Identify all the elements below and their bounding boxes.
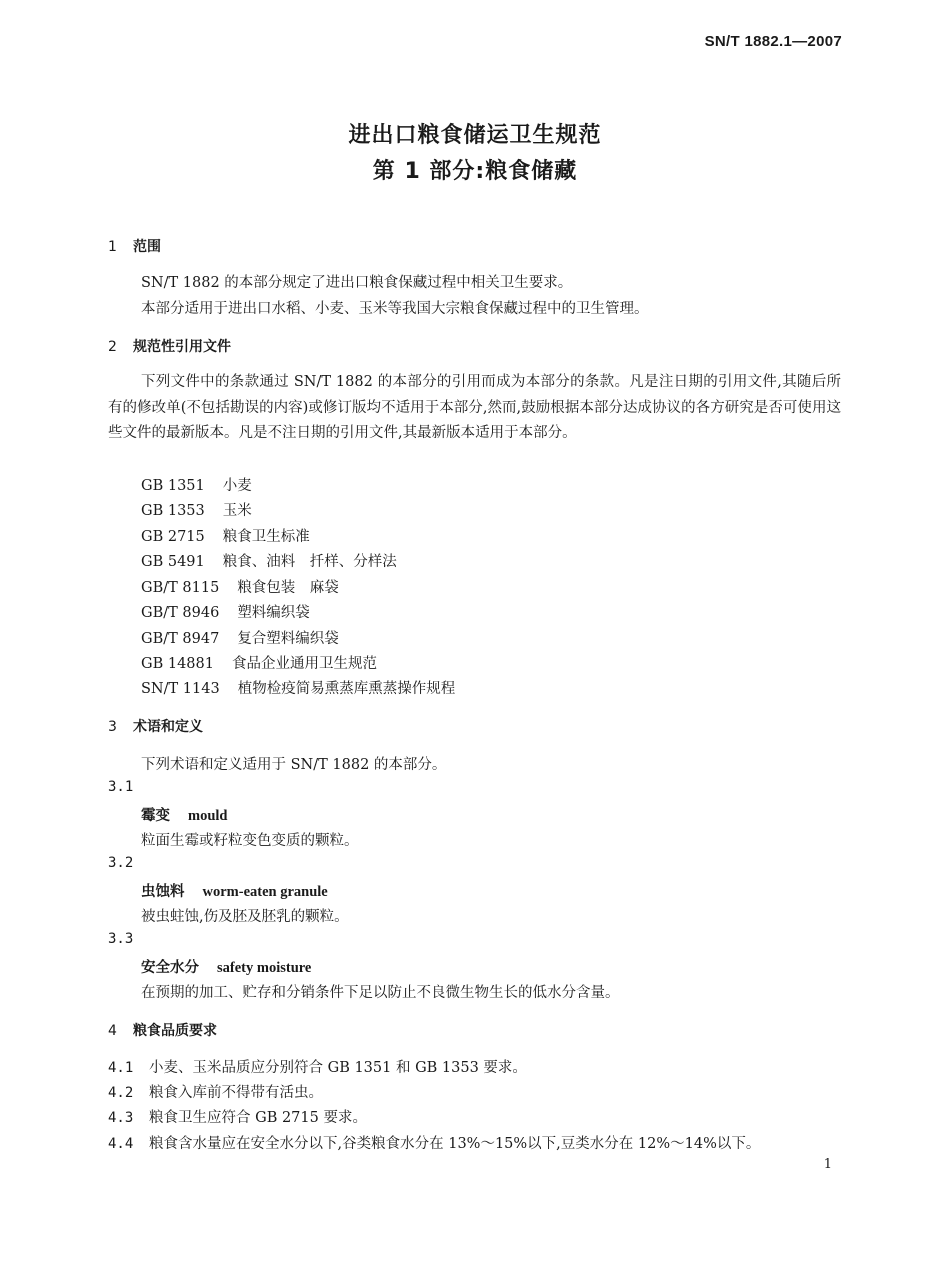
reference-code: SN/T 1143 [141, 681, 220, 697]
section-1-heading [108, 236, 161, 256]
section-title: 范围 [133, 239, 161, 255]
reference-item [141, 652, 377, 673]
section-number: 2 [108, 339, 117, 355]
term-definition: 在预期的加工、贮存和分销条件下足以防止不良微生物生长的低水分含量。 [141, 985, 620, 1001]
clause-text: 小麦、玉米品质应分别符合 GB 1351 和 GB 1353 要求。 [149, 1060, 527, 1076]
clause [108, 1081, 323, 1102]
reference-code: GB 14881 [141, 656, 214, 672]
clause-text: 粮食入库前不得带有活虫。 [149, 1085, 323, 1101]
reference-name: 粮食卫生标准 [222, 529, 310, 545]
reference-code: GB/T 8115 [141, 580, 220, 596]
term-en: mould [188, 808, 228, 824]
reference-name: 玉米 [222, 503, 252, 519]
clause-text: 粮食卫生应符合 GB 2715 要求。 [149, 1110, 367, 1126]
clause [108, 1132, 760, 1153]
clause-number: 4.3 [108, 1110, 134, 1126]
reference-name: 小麦 [222, 478, 252, 494]
paragraph: 下列术语和定义适用于 SN/T 1882 的本部分。 [141, 757, 447, 773]
section-title: 规范性引用文件 [133, 339, 231, 355]
term-definition: 粒面生霉或籽粒变色变质的颗粒。 [141, 833, 359, 849]
term-en: worm-eaten granule [202, 884, 328, 900]
reference-item [141, 601, 310, 622]
term-title [141, 956, 311, 977]
reference-item [141, 627, 339, 648]
reference-name: 食品企业通用卫生规范 [231, 656, 377, 672]
reference-name: 植物检疫简易熏蒸库熏蒸操作规程 [237, 681, 456, 697]
term-number: 3.3 [108, 931, 134, 947]
reference-item [141, 550, 397, 571]
document-subtitle: 第 1 部分:粮食储藏 [372, 159, 578, 184]
section-title: 粮食品质要求 [133, 1023, 217, 1039]
clause-text: 粮食含水量应在安全水分以下,谷类粮食水分在 13%～15%以下,豆类水分在 12%～14%以下。 [149, 1136, 761, 1152]
document-title: 进出口粮食储运卫生规范 [348, 123, 602, 148]
reference-item [141, 525, 310, 546]
reference-item [141, 576, 339, 597]
reference-name: 复合塑料编织袋 [237, 631, 339, 647]
reference-item [141, 677, 455, 698]
term-definition: 被虫蛀蚀,伤及胚及胚乳的颗粒。 [141, 909, 349, 925]
term-title [141, 804, 228, 825]
section-title: 术语和定义 [133, 719, 203, 735]
clause-number: 4.4 [108, 1136, 134, 1152]
reference-item [141, 474, 252, 495]
term-cn: 虫蚀料 [141, 884, 185, 900]
term-number: 3.2 [108, 855, 134, 871]
reference-code: GB 1353 [141, 503, 205, 519]
term-en: safety moisture [217, 960, 312, 976]
reference-code: GB 1351 [141, 478, 205, 494]
reference-name: 粮食、油料 扦样、分样法 [222, 554, 397, 570]
page-number: 1 [823, 1157, 832, 1172]
section-4-heading [108, 1020, 217, 1040]
section-number: 4 [108, 1023, 117, 1039]
reference-name: 粮食包装 麻袋 [237, 580, 339, 596]
term-number: 3.1 [108, 779, 134, 795]
clause-number: 4.2 [108, 1085, 134, 1101]
paragraph: 本部分适用于进出口水稻、小麦、玉米等我国大宗粮食保藏过程中的卫生管理。 [141, 301, 649, 317]
section-number: 3 [108, 719, 117, 735]
term-cn: 安全水分 [141, 960, 199, 976]
term-cn: 霉变 [141, 808, 170, 824]
reference-code: GB/T 8946 [141, 605, 220, 621]
clause-number: 4.1 [108, 1060, 134, 1076]
section-3-heading [108, 716, 203, 736]
clause [108, 1056, 527, 1077]
reference-item [141, 499, 252, 520]
paragraph: SN/T 1882 的本部分规定了进出口粮食保藏过程中相关卫生要求。 [141, 275, 573, 291]
paragraph: 下列文件中的条款通过 SN/T 1882 的本部分的引用而成为本部分的条款。凡是注日期的引用文件,其随后所有的修改单(不包括勘误的内容)或修订版均不适用于本部分,然而,鼓励根据本部分达成协议的各方研究是否可使用这些文件的最新版本。凡是不注日期的引用文件,其最新版本适用于本部分。 [108, 374, 841, 442]
section-2-heading [108, 336, 231, 356]
reference-name: 塑料编织袋 [237, 605, 310, 621]
reference-code: GB 2715 [141, 529, 205, 545]
reference-code: GB 5491 [141, 554, 205, 570]
reference-code: GB/T 8947 [141, 631, 220, 647]
term-title [141, 880, 328, 901]
section-number: 1 [108, 239, 117, 255]
clause [108, 1106, 367, 1127]
document-number: SN/T 1882.1—2007 [704, 33, 842, 50]
